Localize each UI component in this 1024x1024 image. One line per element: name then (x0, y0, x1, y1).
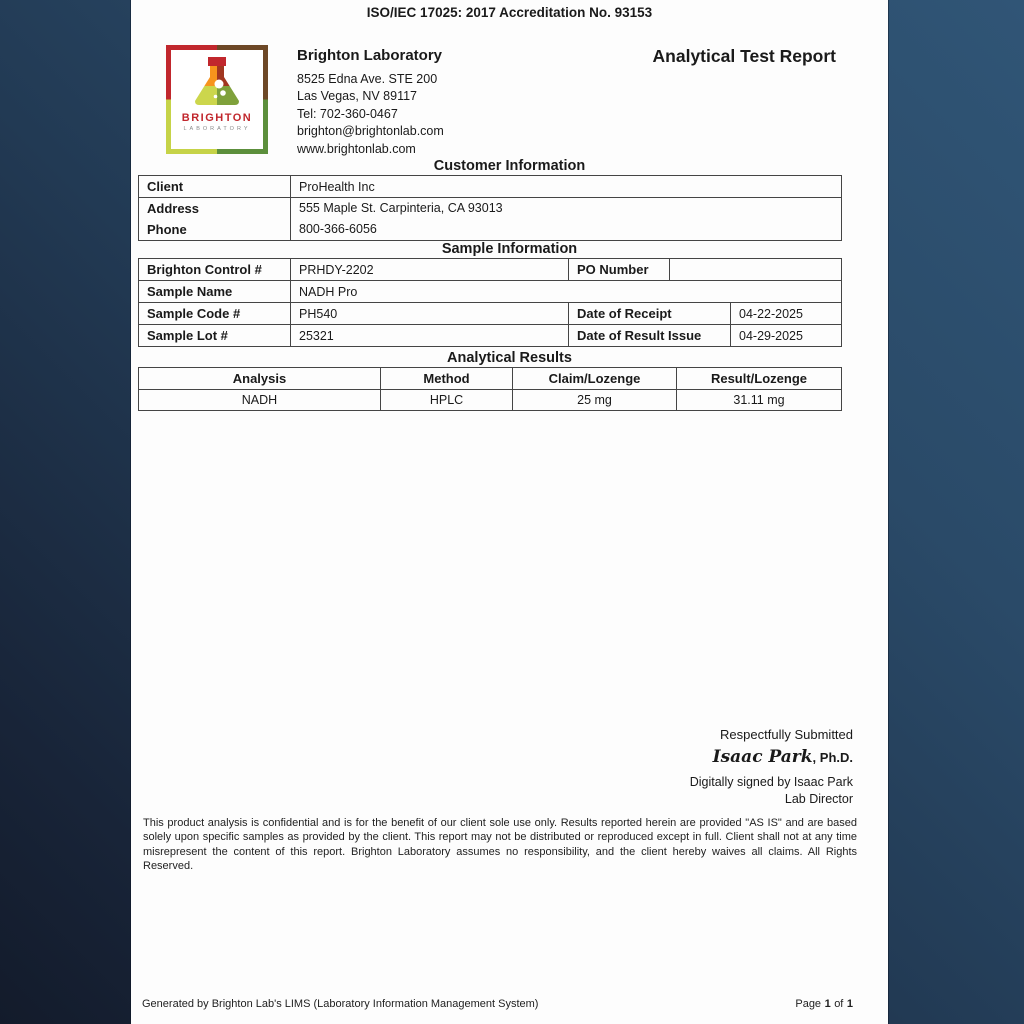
table-row (139, 176, 842, 198)
phone-label: Phone (147, 222, 187, 237)
receipt-label: Date of Receipt (569, 303, 731, 325)
phone-value: 800-366-6056 (299, 222, 377, 236)
analysis-value: NADH (139, 389, 381, 411)
po-label: PO Number (569, 259, 670, 281)
table-row (139, 281, 842, 303)
address-value: 555 Maple St. Carpinteria, CA 93013 (299, 201, 503, 215)
lab-email: brighton@brightonlab.com (297, 124, 444, 139)
digital-signature-note: Digitally signed by Isaac Park (689, 775, 853, 789)
address-phone-label (139, 198, 291, 241)
sample-code-label: Sample Code # (139, 303, 291, 325)
control-label: Brighton Control # (139, 259, 291, 281)
po-value (670, 259, 842, 281)
result-header: Result/Lozenge (677, 368, 842, 390)
page-footer (142, 998, 853, 1010)
sample-lot-label: Sample Lot # (139, 325, 291, 347)
address-phone-value (291, 198, 842, 241)
method-value: HPLC (381, 389, 513, 411)
table-row (139, 303, 842, 325)
sample-code-value: PH540 (291, 303, 569, 325)
issue-value: 04-29-2025 (731, 325, 842, 347)
generated-by-text: Generated by Brighton Lab's LIMS (Laboratory Information Management System) (142, 998, 539, 1010)
client-label: Client (139, 176, 291, 198)
signature-block (690, 727, 853, 808)
analysis-header: Analysis (139, 368, 381, 390)
lab-phone: Tel: 702-360-0467 (297, 106, 398, 121)
accreditation-line: ISO/IEC 17025: 2017 Accreditation No. 93153 (366, 5, 653, 20)
issue-label: Date of Result Issue (569, 325, 731, 347)
table-row (139, 389, 842, 411)
table-row (139, 259, 842, 281)
table-header-row (139, 368, 842, 390)
respectfully-submitted: Respectfully Submitted (720, 727, 853, 742)
flask-icon (178, 53, 256, 111)
lab-address-line2: Las Vegas, NV 89117 (297, 89, 417, 104)
signer-role: Lab Director (784, 792, 853, 806)
signature-line (690, 747, 853, 767)
sample-name-value: NADH Pro (291, 281, 842, 303)
result-value: 31.11 mg (677, 389, 842, 411)
disclaimer-text: This product analysis is confidential and is for the benefit of our client sole use only. Results reported herein are provided "AS IS" and are based solely upon specific samples as provided by the client. This report may not be distributed or reproduced except in full. Client shall not at any time misrepresent the content of this report. Brighton Laboratory assumes no responsibility, and the client hereby waives all claims. All Rights Reserved. (143, 817, 857, 873)
claim-header: Claim/Lozenge (513, 368, 677, 390)
lab-name: Brighton Laboratory (297, 47, 442, 64)
receipt-value: 04-22-2025 (731, 303, 842, 325)
address-label: Address (147, 201, 200, 216)
analytical-results-title: Analytical Results (447, 350, 572, 366)
sample-name-label: Sample Name (139, 281, 291, 303)
logo-brand-text: BRIGHTON (181, 112, 253, 124)
analytical-results-table (138, 367, 842, 411)
report-title: Analytical Test Report (652, 46, 836, 66)
report-page (131, 0, 888, 1024)
table-row (139, 198, 842, 241)
lab-address-line1: 8525 Edna Ave. STE 200 (297, 72, 438, 86)
brighton-logo (166, 45, 268, 154)
customer-information-title: Customer Information (433, 158, 586, 174)
claim-value: 25 mg (513, 389, 677, 411)
logo-sub-text: LABORATORY (183, 126, 251, 132)
page-total: 1 (846, 998, 853, 1010)
sample-information-table (138, 258, 842, 347)
page-current: 1 (824, 998, 831, 1010)
lab-website: www.brightonlab.com (297, 141, 416, 156)
table-row (139, 325, 842, 347)
page-of: of (834, 998, 844, 1010)
brighton-logo-inner (171, 50, 263, 149)
customer-information-table (138, 175, 842, 241)
control-value: PRHDY-2202 (291, 259, 569, 281)
lab-info-block (297, 47, 444, 158)
page-prefix: Page (795, 998, 822, 1010)
page-number (795, 998, 853, 1010)
signature-name: Isaac Park (712, 747, 813, 767)
signature-credential: , Ph.D. (812, 750, 853, 765)
sample-lot-value: 25321 (291, 325, 569, 347)
client-value: ProHealth Inc (291, 176, 842, 198)
method-header: Method (381, 368, 513, 390)
sample-information-title: Sample Information (441, 241, 578, 257)
